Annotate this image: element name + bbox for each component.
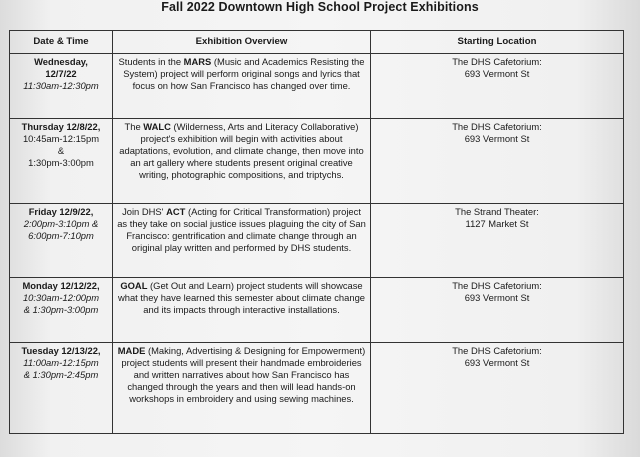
location-venue: The DHS Cafetorium: <box>452 280 542 291</box>
project-name: GOAL <box>120 280 148 291</box>
overview-text-pre: Join DHS' <box>122 206 167 217</box>
date-time-cell <box>10 54 113 119</box>
location-cell <box>371 278 624 343</box>
project-name: ACT <box>166 206 186 217</box>
table-row <box>10 119 624 204</box>
table-row <box>10 54 624 119</box>
location-address: 693 Vermont St <box>464 292 530 303</box>
header-starting-location: Starting Location <box>371 31 624 54</box>
location-address: 1127 Market St <box>465 218 529 229</box>
date-line: Friday 12/9/22, <box>28 206 94 217</box>
overview-cell <box>113 278 371 343</box>
header-exhibition-overview: Exhibition Overview <box>113 31 371 54</box>
date-line: Tuesday 12/13/22, <box>21 345 101 356</box>
location-cell <box>371 343 624 434</box>
date-time-cell <box>10 278 113 343</box>
overview-cell <box>113 204 371 278</box>
table-row <box>10 343 624 434</box>
location-cell <box>371 54 624 119</box>
location-venue: The DHS Cafetorium: <box>452 56 542 67</box>
location-venue: The Strand Theater: <box>455 206 539 217</box>
time-range: 11:30am-12:30pm <box>23 80 99 91</box>
project-name: MADE <box>117 345 146 356</box>
overview-text: (Acting for Critical Transformation) project as they take on social justice issues plaguing the city of San Francisco: gentrification and climate change through an original play written and performed by DHS students. <box>117 206 366 253</box>
location-address: 693 Vermont St <box>464 357 530 368</box>
overview-cell <box>113 119 371 204</box>
table-row <box>10 204 624 278</box>
table-header-row <box>10 31 624 54</box>
location-cell <box>371 119 624 204</box>
document-title: Fall 2022 Downtown High School Project Exhibitions <box>161 0 479 14</box>
overview-text-pre: The <box>124 121 144 132</box>
overview-text: (Music and Academics Resisting the System) project will perform original songs and lyrics that focus on how San Francisco has changed over time. <box>123 56 365 91</box>
location-address: 693 Vermont St <box>464 133 530 144</box>
date-line: 12/7/22 <box>45 68 77 79</box>
time-range: & 1:30pm-2:45pm <box>23 369 99 380</box>
time-separator: & <box>57 145 65 156</box>
overview-cell <box>113 54 371 119</box>
date-time-cell <box>10 204 113 278</box>
time-range: 6:00pm-7:10pm <box>28 230 94 241</box>
overview-text: (Making, Advertising & Designing for Empowerment) project students will present their handmade embroideries and written narratives about how San Francisco has changed through the years and then will lead hands-on workshops in embroidery and using sewing machines. <box>121 345 366 404</box>
overview-text-pre: Students in the <box>118 56 184 67</box>
date-line: Wednesday, <box>34 56 88 67</box>
date-time-cell <box>10 343 113 434</box>
time-range: 2:00pm-3:10pm & <box>23 218 99 229</box>
location-cell <box>371 204 624 278</box>
time-range: 10:45am-12:15pm <box>22 133 100 144</box>
date-time-cell <box>10 119 113 204</box>
overview-cell <box>113 343 371 434</box>
header-date-time: Date & Time <box>10 31 113 54</box>
overview-text: (Get Out and Learn) project students will showcase what they have learned this semester about climate change and its impacts through interactive installations. <box>117 280 366 315</box>
time-range: 11:00am-12:15pm <box>23 357 99 368</box>
time-range: 10:30am-12:00pm <box>22 292 100 303</box>
location-address: 693 Vermont St <box>464 68 530 79</box>
project-name: WALC <box>143 121 171 132</box>
table-row <box>10 278 624 343</box>
project-name: MARS <box>183 56 212 67</box>
date-line: Thursday 12/8/22, <box>21 121 101 132</box>
location-venue: The DHS Cafetorium: <box>452 345 542 356</box>
overview-text: (Wilderness, Arts and Literacy Collaborative) project's exhibition will begin with activities about adaptations, evolution, and climate change, then move into an art gallery where students present original creative writing, photographic compositions, and triptychs. <box>119 121 364 180</box>
date-line: Monday 12/12/22, <box>22 280 100 291</box>
time-range: 1:30pm-3:00pm <box>28 157 94 168</box>
location-venue: The DHS Cafetorium: <box>452 121 542 132</box>
time-range: & 1:30pm-3:00pm <box>23 304 99 315</box>
exhibition-schedule-table <box>9 30 624 434</box>
